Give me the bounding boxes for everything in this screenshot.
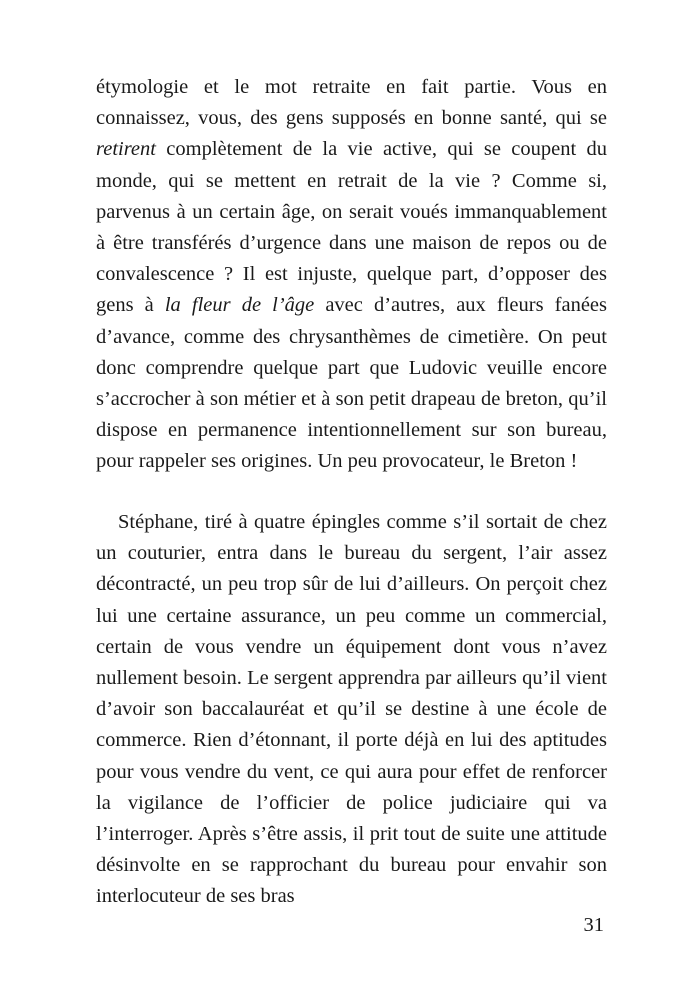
paragraph-1-part-3: avec d’autres, aux fleurs fanées d’avance, comme des chrysanthèmes de cimetière. On peut donc comprendre quelque part que Ludovic veuille encore s’accrocher à son métier et à son petit drapeau de breton, qu’il dispose en permanence intentionnellement sur son bureau, pour rappeler ses origines. Un peu provocateur, le Breton ! bbox=[96, 294, 607, 473]
italic-fleur-de-lage: la fleur de l’âge bbox=[164, 294, 315, 317]
paragraph-1-part-1: étymologie et le mot retraite en fait partie. Vous en connaissez, vous, des gens supposés en bonne santé, qui se bbox=[96, 76, 607, 130]
italic-retirent: retirent bbox=[96, 138, 156, 161]
paragraph-1-part-2: complètement de la vie active, qui se coupent du monde, qui se mettent en retrait de la vie ? Comme si, parvenus à un certain âge, on serait voués immanquablement à être transférés d’urgence dans une maison de repos ou de convalescence ? Il est injuste, quelque part, d’opposer des gens à bbox=[96, 138, 607, 317]
paragraph-2: Stéphane, tiré à quatre épingles comme s’il sortait de chez un couturier, entra dans le bureau du sergent, l’air assez décontracté, un peu trop sûr de lui d’ailleurs. On perçoit chez lui une certaine assurance, un peu comme un commercial, certain de vous vendre un équipement dont vous n’avez nullement besoin. Le sergent apprendra par ailleurs qu’il vient d’avoir son baccalauréat et qu’il se destine à une école de commerce. Rien d’étonnant, il porte déjà en lui des aptitudes pour vous vendre du vent, ce qui aura pour effet de renforcer la vigilance de l’officier de police judiciaire qui va l’interroger. Après s’être assis, il prit tout de suite une attitude désinvolte en se rapprochant du bureau pour envahir son interlocuteur de ses bras bbox=[96, 511, 607, 908]
paragraph-1 bbox=[96, 72, 607, 478]
page-number: 31 bbox=[583, 914, 604, 936]
